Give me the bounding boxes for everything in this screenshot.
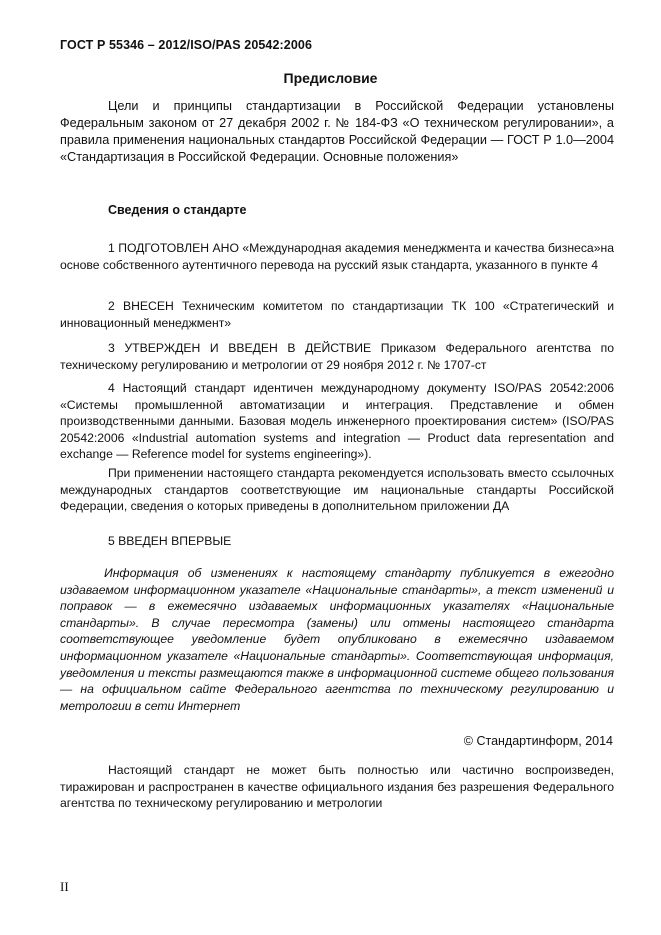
copyright: © Стандартинформ, 2014 [463, 734, 613, 748]
change-notice: Информация об изменениях к настоящему стандарту публикуется в ежегодно издаваемом информационном указателе «Национальные стандарты», а текст изменений и поправок — в ежемесячно издаваемых информационных указателях «Национальные стандарты». В случае пересмотра (замены) или отмены настоящего стандарта соответствующее уведомление будет опубликовано в ежемесячно издаваемом информационном указателе «Национальные стандарты». Соответствующая информация, уведомления и тексты размещаются также в информационной системе общего пользования — на официальном сайте Федерального агентства по техническому регулированию и метрологии в сети Интернет [60, 566, 614, 713]
item-3: 3 УТВЕРЖДЕН И ВВЕДЕН В ДЕЙСТВИЕ Приказом Федерального агентства по техническому регулированию и метрологии от 29 ноября 2012 г. № 1707-ст [60, 341, 614, 372]
intro-section [60, 98, 614, 166]
standard-header: ГОСТ Р 55346 – 2012/ISO/PAS 20542:2006 [60, 38, 312, 52]
item-4-note: При применении настоящего стандарта рекомендуется использовать вместо ссылочных международных стандартов соответствующие им национальные стандарты Российской Федерации, сведения о которых приведены в дополнительном приложении ДА [60, 466, 614, 514]
page-number: II [60, 879, 69, 894]
intro-paragraph: Цели и принципы стандартизации в Российской Федерации установлены Федеральным законом от 27 декабря 2002 г. № 184-ФЗ «О техническом регулировании», а правила применения национальных стандартов Российской Федерации — ГОСТ Р 1.0—2004 «Стандартизация в Российской Федерации. Основные положения» [60, 99, 614, 164]
item-2: 2 ВНЕСЕН Техническим комитетом по стандартизации ТК 100 «Стратегический и инновационный менеджмент» [60, 299, 614, 330]
item-5: 5 ВВЕДЕН ВПЕРВЫЕ [108, 534, 232, 548]
info-heading: Сведения о стандарте [108, 203, 247, 217]
reproduction-notice: Настоящий стандарт не может быть полностью или частично воспроизведен, тиражирован и распространен в качестве официального издания без разрешения Федерального агентства по техническому регулированию и метрологии [60, 763, 614, 811]
item-1: 1 ПОДГОТОВЛЕН АНО «Международная академия менеджмента и качества бизнеса»на основе собственного аутентичного перевода на русский язык стандарта, указанного в пункте 4 [60, 241, 614, 272]
page-title: Предисловие [283, 70, 378, 86]
item-4: 4 Настоящий стандарт идентичен международному документу ISO/PAS 20542:2006 «Системы промышленной автоматизации и интеграция. Представление и обмен производственными данными. Базовая модель инженерного проектирования систем» (ISO/PAS 20542:2006 «Industrial automation systems and integration — Product data representation and exchange — Reference model for systems engineering»). [60, 381, 614, 462]
